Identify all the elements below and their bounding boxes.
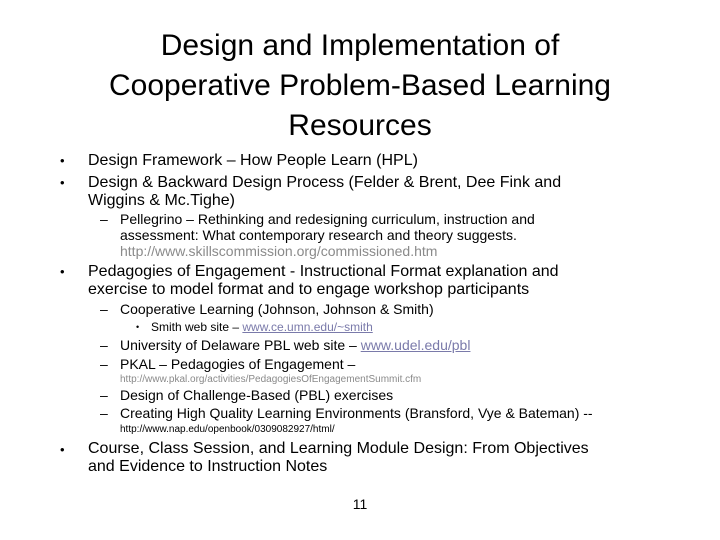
sub-dash-coop: – — [100, 301, 108, 317]
title-line-2: Cooperative Problem-Based Learning — [109, 69, 611, 102]
sub-dash-udel: – — [100, 337, 108, 353]
sub-dash-pkal: – — [100, 356, 108, 372]
sub-pkal: PKAL – Pedagogies of Engagement – — [120, 356, 356, 372]
sub-dash-creating: – — [100, 405, 108, 421]
smith-prefix: Smith web site – — [151, 320, 243, 334]
sub-creating: Creating High Quality Learning Environments (Bransford, Vye & Bateman) -- — [120, 405, 593, 421]
udel-prefix: University of Delaware PBL web site – — [120, 337, 361, 353]
link-pkal[interactable]: http://www.pkal.org/activities/PedagogiesOfEngagementSummit.cfm — [120, 374, 422, 385]
bullet-4-marker: • — [60, 442, 65, 457]
bullet-1-marker: • — [60, 153, 65, 168]
bullet-2-marker: • — [60, 175, 65, 190]
link-udel[interactable]: www.udel.edu/pbl — [360, 337, 471, 353]
bullet-pedagogies-line-2: exercise to model format and to engage workshop participants — [88, 281, 530, 298]
page-number: 11 — [352, 496, 368, 512]
sub-udel — [120, 337, 470, 353]
link-skillscommission[interactable]: http://www.skillscommission.org/commissioned.htm — [120, 243, 438, 259]
bullet-course-line-2: and Evidence to Instruction Notes — [88, 458, 328, 475]
link-nap[interactable]: http://www.nap.edu/openbook/0309082927/html/ — [120, 424, 335, 435]
sub-sub-bullet-smith: • — [136, 322, 140, 332]
link-smith[interactable]: www.ce.umn.edu/~smith — [242, 320, 373, 334]
title-line-1: Design and Implementation of — [160, 29, 560, 62]
bullet-3-marker: • — [60, 264, 65, 279]
sub-dash-pellegrino: – — [100, 211, 108, 227]
bullet-hpl: Design Framework – How People Learn (HPL) — [88, 152, 418, 169]
sub-sub-smith — [151, 320, 373, 334]
sub-pellegrino-line-2: assessment: What contemporary research and theory suggests. — [120, 227, 517, 243]
sub-dash-challenge: – — [100, 387, 108, 403]
bullet-pedagogies-line-1: Pedagogies of Engagement - Instructional Format explanation and — [88, 263, 559, 280]
title-line-3: Resources — [288, 109, 432, 142]
sub-pellegrino-line-1: Pellegrino – Rethinking and redesigning curriculum, instruction and — [120, 211, 535, 227]
bullet-backward-line-2: Wiggins & Mc.Tighe) — [88, 192, 235, 209]
slide-title — [60, 26, 660, 146]
bullet-course-line-1: Course, Class Session, and Learning Module Design: From Objectives — [88, 440, 589, 457]
bullet-backward-line-1: Design & Backward Design Process (Felder & Brent, Dee Fink and — [88, 174, 562, 191]
sub-coop-learning: Cooperative Learning (Johnson, Johnson & Smith) — [120, 301, 434, 317]
sub-challenge: Design of Challenge-Based (PBL) exercises — [120, 387, 394, 403]
